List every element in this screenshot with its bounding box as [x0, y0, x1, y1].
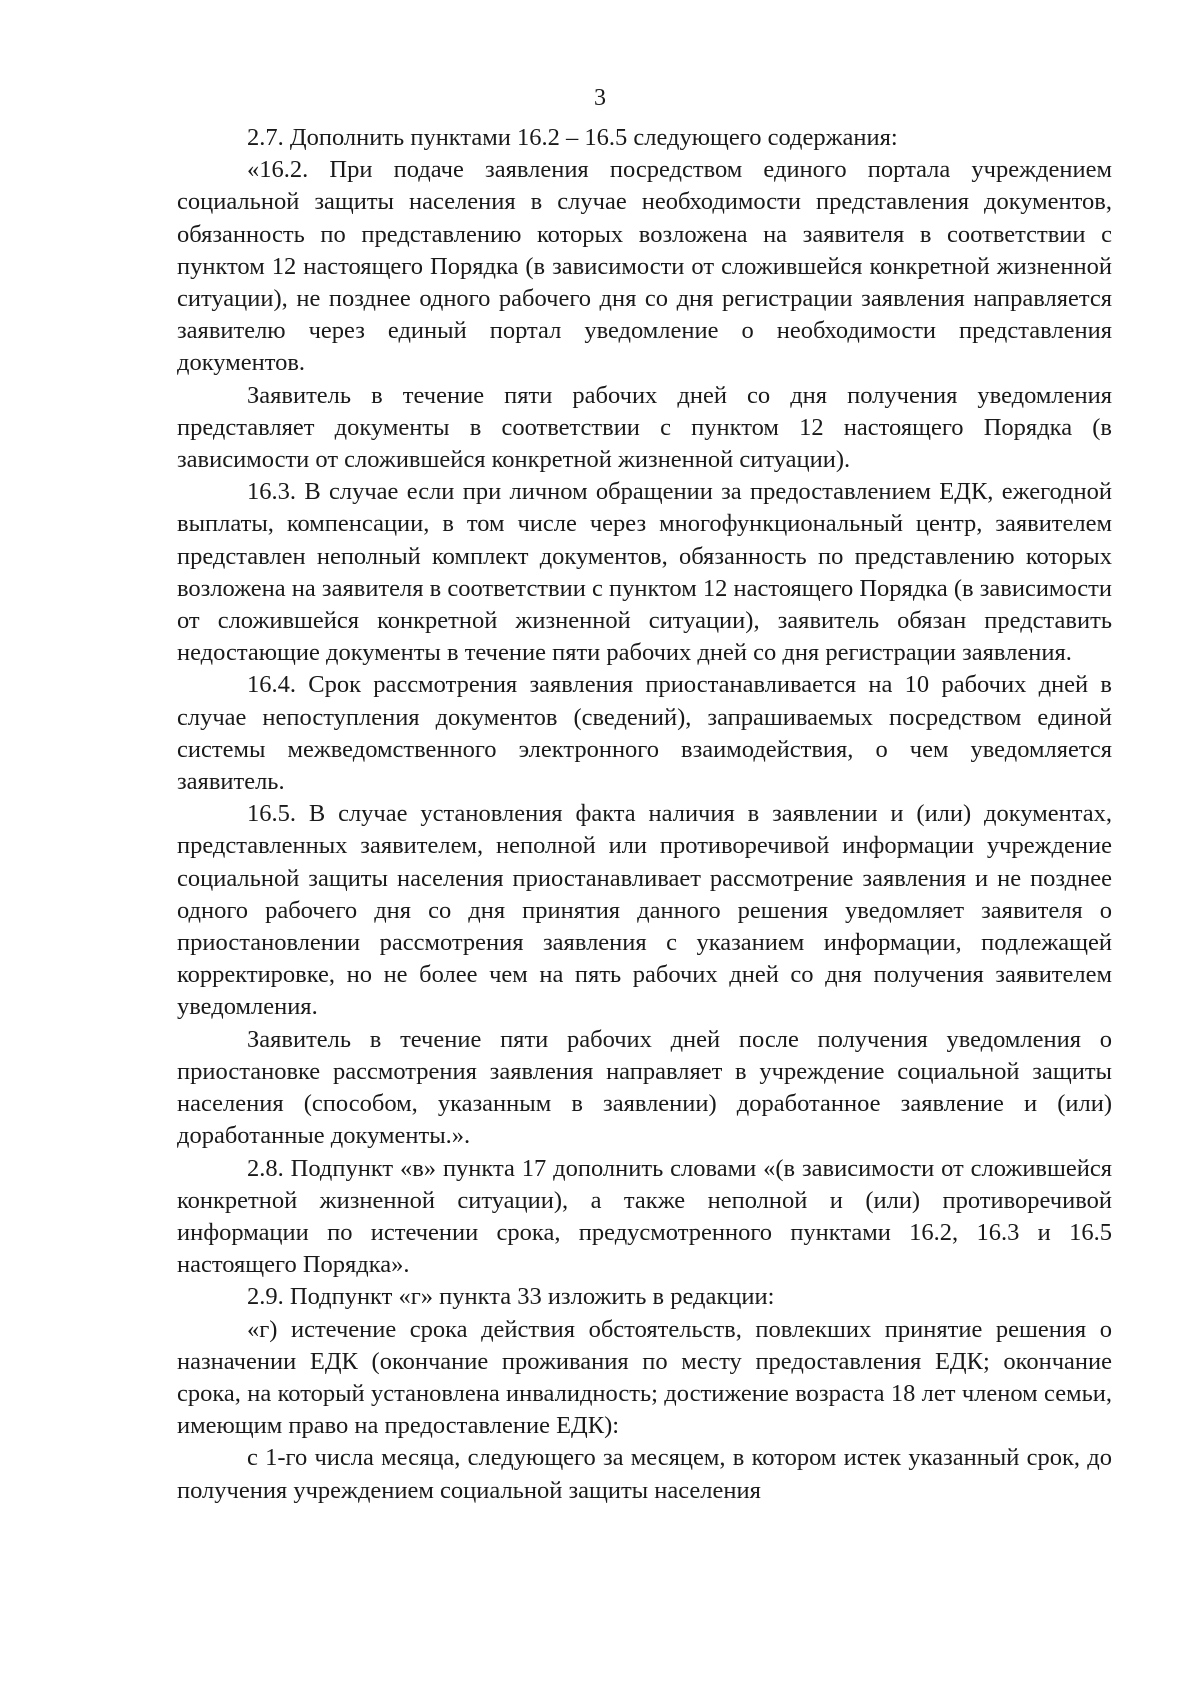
page-number: 3: [594, 85, 606, 111]
paragraph-2-8: 2.8. Подпункт «в» пункта 17 дополнить словами «(в зависимости от сложившейся конкретной жизненной ситуации), а также неполной и (или) противоречивой информации по истечении срока, предусмотренного пунктами 16.2, 16.3 и 16.5 настоящего Порядка».: [177, 1154, 1112, 1279]
paragraph-16-5: 16.5. В случае установления факта наличия в заявлении и (или) документах, представленных заявителем, неполной или противоречивой информации учреждение социальной защиты населения приостанавливает рассмотрение заявления и не позднее одного рабочего дня со дня принятия данного решения уведомляет заявителя о приостановлении рассмотрения заявления с указанием информации, подлежащей корректировке, но не более чем на пять рабочих дней со дня получения заявителем уведомления.: [177, 800, 1112, 1021]
paragraph-2-7: 2.7. Дополнить пунктами 16.2 – 16.5 следующего содержания:: [247, 124, 898, 151]
paragraph-16-2-applicant: Заявитель в течение пяти рабочих дней со дня получения уведомления представляет документы в соответствии с пунктом 12 настоящего Порядка (в зависимости от сложившейся конкретной жизненной ситуации).: [177, 381, 1112, 474]
document-body: [177, 122, 1112, 1507]
paragraph-16-3: 16.3. В случае если при личном обращении за предоставлением ЕДК, ежегодной выплаты, компенсации, в том числе через многофункциональный центр, заявителем представлен неполный комплект документов, обязанность по представлению которых возложена на заявителя в соответствии с пунктом 12 настоящего Порядка (в зависимости от сложившейся конкретной жизненной ситуации), заявитель обязан представить недостающие документы в течение пяти рабочих дней со дня регистрации заявления.: [177, 478, 1112, 667]
paragraph-subpoint-g: «г) истечение срока действия обстоятельств, повлекших принятие решения о назначении ЕДК (окончание проживания по месту предоставления ЕДК; окончание срока, на который установлена инвалидность; достижение возраста 18 лет членом семьи, имеющим право на предоставление ЕДК):: [177, 1315, 1112, 1440]
paragraph-16-4: 16.4. Срок рассмотрения заявления приостанавливается на 10 рабочих дней в случае непоступления документов (сведений), запрашиваемых посредством единой системы межведомственного электронного взаимодействия, о чем уведомляется заявитель.: [177, 671, 1112, 796]
paragraph-16-5-applicant: Заявитель в течение пяти рабочих дней после получения уведомления о приостановке рассмотрения заявления направляет в учреждение социальной защиты населения (способом, указанным в заявлении) доработанное заявление и (или) доработанные документы.».: [177, 1025, 1112, 1150]
paragraph-16-2: «16.2. При подаче заявления посредством единого портала учреждением социальной защиты населения в случае необходимости представления документов, обязанность по представлению которых возложена на заявителя в соответствии с пунктом 12 настоящего Порядка (в зависимости от сложившейся конкретной жизненной ситуации), не позднее одного рабочего дня со дня регистрации заявления направляется заявителю через единый портал уведомление о необходимости представления документов.: [177, 156, 1112, 377]
paragraph-2-9: 2.9. Подпункт «г» пункта 33 изложить в редакции:: [247, 1283, 775, 1311]
paragraph-from-first-day: с 1-го числа месяца, следующего за месяцем, в котором истек указанный срок, до получения учреждением социальной защиты населения: [177, 1444, 1112, 1504]
